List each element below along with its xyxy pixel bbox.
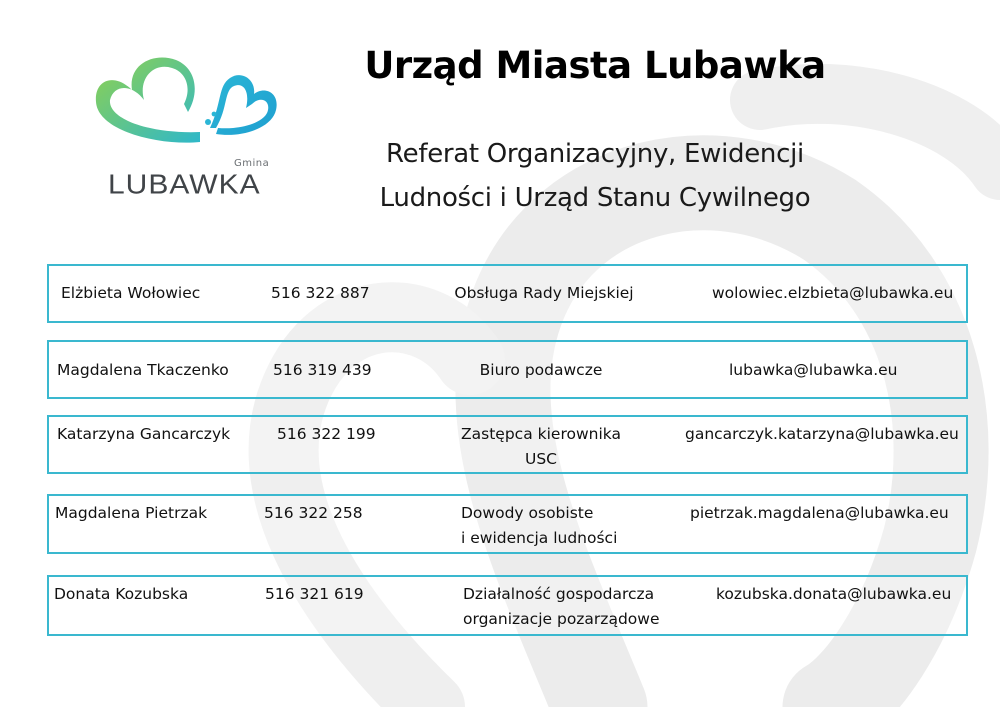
contact-row: [47, 494, 968, 554]
contact-row: [47, 340, 968, 399]
contact-email[interactable]: lubawka@lubawka.eu: [729, 361, 898, 379]
department-line-1: Dowody osobiste: [461, 504, 594, 522]
department-line-1: Obsługa Rady Miejskiej: [454, 284, 634, 302]
contact-row: [47, 575, 968, 636]
department-line-1: Biuro podawcze: [479, 361, 603, 379]
contact-name: Magdalena Tkaczenko: [57, 361, 229, 379]
contact-email[interactable]: kozubska.donata@lubawka.eu: [716, 585, 952, 603]
contact-department: [441, 422, 641, 472]
page-title: Urząd Miasta Lubawka: [364, 44, 826, 87]
contact-phone: 516 322 199: [277, 425, 376, 443]
contact-department: [461, 501, 617, 551]
subtitle-line-2: Ludności i Urząd Stanu Cywilnego: [379, 183, 811, 213]
contact-phone: 516 322 258: [264, 504, 363, 522]
contact-email[interactable]: gancarczyk.katarzyna@lubawka.eu: [685, 425, 959, 443]
contact-phone: 516 322 887: [271, 284, 370, 302]
department-line-1: Zastępca kierownika: [461, 425, 621, 443]
butterfly-heart-icon: [92, 50, 292, 170]
contact-phone: 516 321 619: [265, 585, 364, 603]
contact-email[interactable]: pietrzak.magdalena@lubawka.eu: [690, 504, 949, 522]
contact-name: Elżbieta Wołowiec: [61, 284, 201, 302]
contact-name: Donata Kozubska: [54, 585, 189, 603]
department-line-2: i ewidencja ludności: [461, 529, 618, 547]
contact-name: Magdalena Pietrzak: [55, 504, 208, 522]
logo-gmina-label: Gmina: [234, 158, 270, 169]
contact-phone: 516 319 439: [273, 361, 372, 379]
logo-wordmark: LUBAWKA: [108, 169, 261, 200]
department-line-2: USC: [524, 450, 557, 468]
contact-email[interactable]: wolowiec.elzbieta@lubawka.eu: [712, 284, 954, 302]
contact-department: [444, 281, 644, 306]
lubawka-logo: [92, 50, 292, 205]
contact-row: [47, 415, 968, 474]
contact-row: [47, 264, 968, 323]
department-line-1: Działalność gospodarcza: [463, 585, 655, 603]
contact-name: Katarzyna Gancarczyk: [57, 425, 231, 443]
department-line-2: organizacje pozarządowe: [463, 610, 660, 628]
contact-department: [463, 582, 659, 632]
subtitle-line-1: Referat Organizacyjny, Ewidencji: [386, 139, 804, 169]
contact-department: [441, 358, 641, 383]
page-subtitle: [300, 132, 890, 220]
